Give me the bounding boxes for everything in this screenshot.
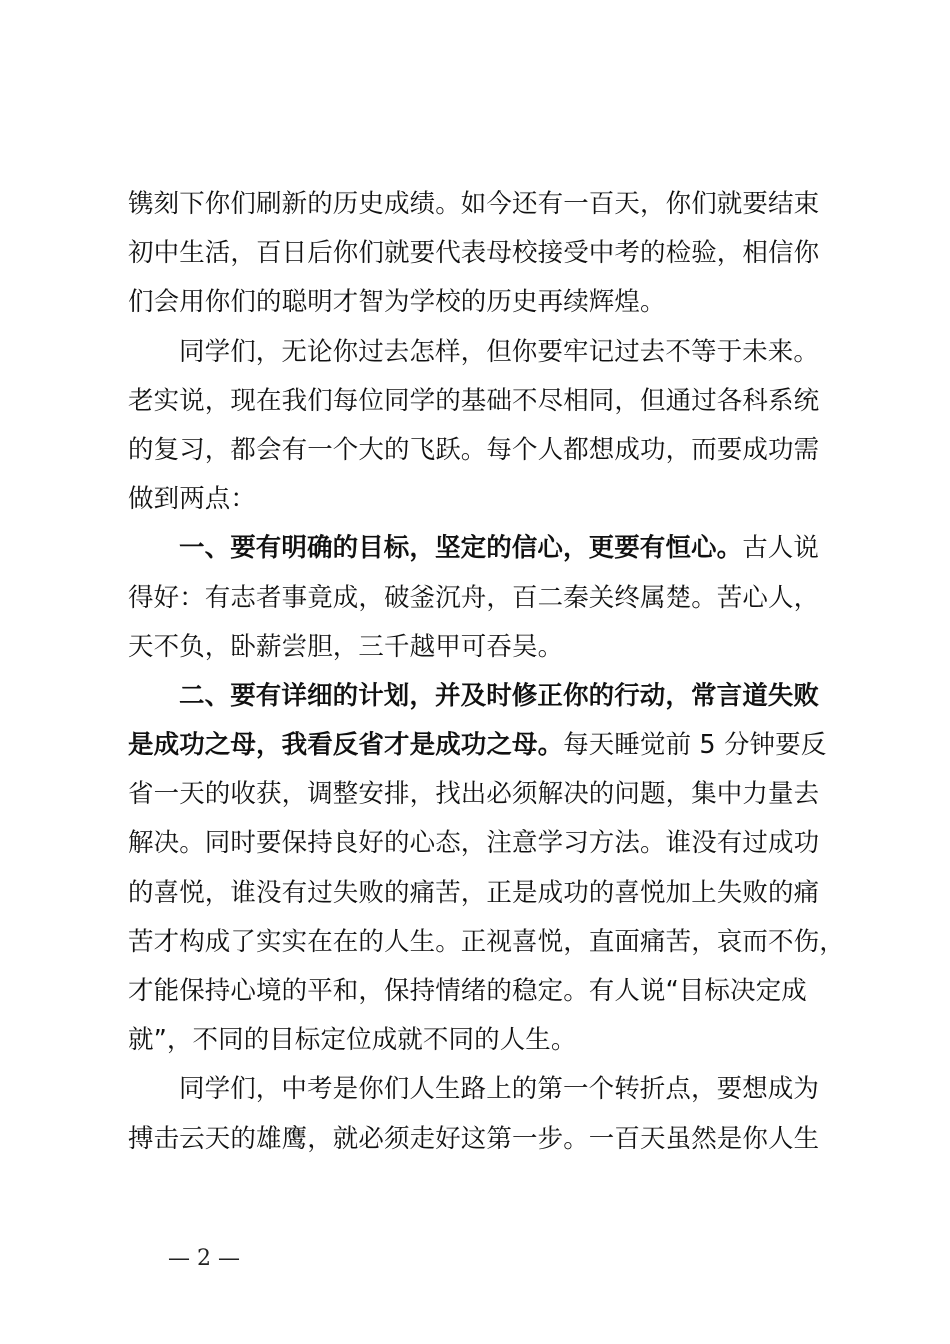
line-text: 就”，不同的目标定位成就不同的人生。 [128, 1025, 577, 1056]
text-line [128, 1115, 838, 1164]
text-line [128, 721, 838, 770]
line-text: 解决。同时要保持良好的心态，注意学习方法。谁没有过成功 [128, 828, 820, 859]
page-number: — 2 — [168, 1246, 240, 1271]
text-line [128, 819, 838, 868]
text-line [128, 574, 838, 623]
line-text: 才能保持心境的平和，保持情绪的稳定。有人说“目标决定成 [128, 976, 807, 1006]
text-line [128, 869, 838, 918]
line-text: 的喜悦，谁没有过失败的痛苦，正是成功的喜悦加上失败的痛 [128, 877, 820, 908]
text-line [128, 278, 838, 327]
line-text: 们会用你们的聪明才智为学校的历史再续辉煌。 [128, 287, 666, 318]
text-line [128, 377, 838, 426]
text-line [128, 918, 845, 967]
text-line [128, 524, 838, 573]
text-line [128, 475, 838, 524]
line-text: 同学们，中考是你们人生路上的第一个转折点，要想成为 [179, 1074, 820, 1105]
line-text: 省一天的收获，调整安排，找出必须解决的问题，集中力量去 [128, 779, 820, 810]
line-text: 老实说，现在我们每位同学的基础不尽相同，但通过各科系统 [128, 385, 820, 416]
line-text: 每天睡觉前 5 分钟要反 [563, 730, 827, 761]
line-text: 得好：有志者事竟成，破釜沉舟，百二秦关终属楚。苦心人， [128, 582, 820, 613]
line-text: 镌刻下你们刷新的历史成绩。如今还有一百天，你们就要结束 [128, 189, 820, 219]
text-line [128, 672, 838, 721]
line-text: 初中生活，百日后你们就要代表母校接受中考的检验，相信你 [128, 238, 820, 269]
line-text: 同学们，无论你过去怎样，但你要牢记过去不等于未来。 [179, 336, 820, 367]
bold-text: 一、要有明确的目标，坚定的信心，更要有恒心。 [179, 533, 743, 564]
text-line [128, 967, 838, 1016]
line-text: 古人说 [742, 533, 820, 564]
bold-text: 是成功之母，我看反省才是成功之母。 [128, 730, 564, 761]
text-line [128, 229, 838, 278]
text-line [128, 770, 838, 819]
body-text [128, 180, 845, 1164]
text-line [128, 328, 838, 377]
line-text: 天不负，卧薪尝胆，三千越甲可吞吴。 [128, 631, 564, 662]
line-text: 苦才构成了实实在在的人生。正视喜悦，直面痛苦，哀而不伤， [128, 926, 845, 957]
line-text: 搏击云天的雄鹰，就必须走好这第一步。一百天虽然是你人生 [128, 1123, 820, 1154]
text-line [128, 623, 838, 672]
line-text: 的复习，都会有一个大的飞跃。每个人都想成功，而要成功需 [128, 434, 820, 465]
text-line [128, 1016, 838, 1065]
line-text: 做到两点： [128, 484, 257, 515]
text-line [128, 180, 838, 229]
text-line [128, 1065, 838, 1114]
text-line [128, 426, 838, 475]
bold-text: 二、要有详细的计划，并及时修正你的行动，常言道失败 [179, 680, 820, 711]
